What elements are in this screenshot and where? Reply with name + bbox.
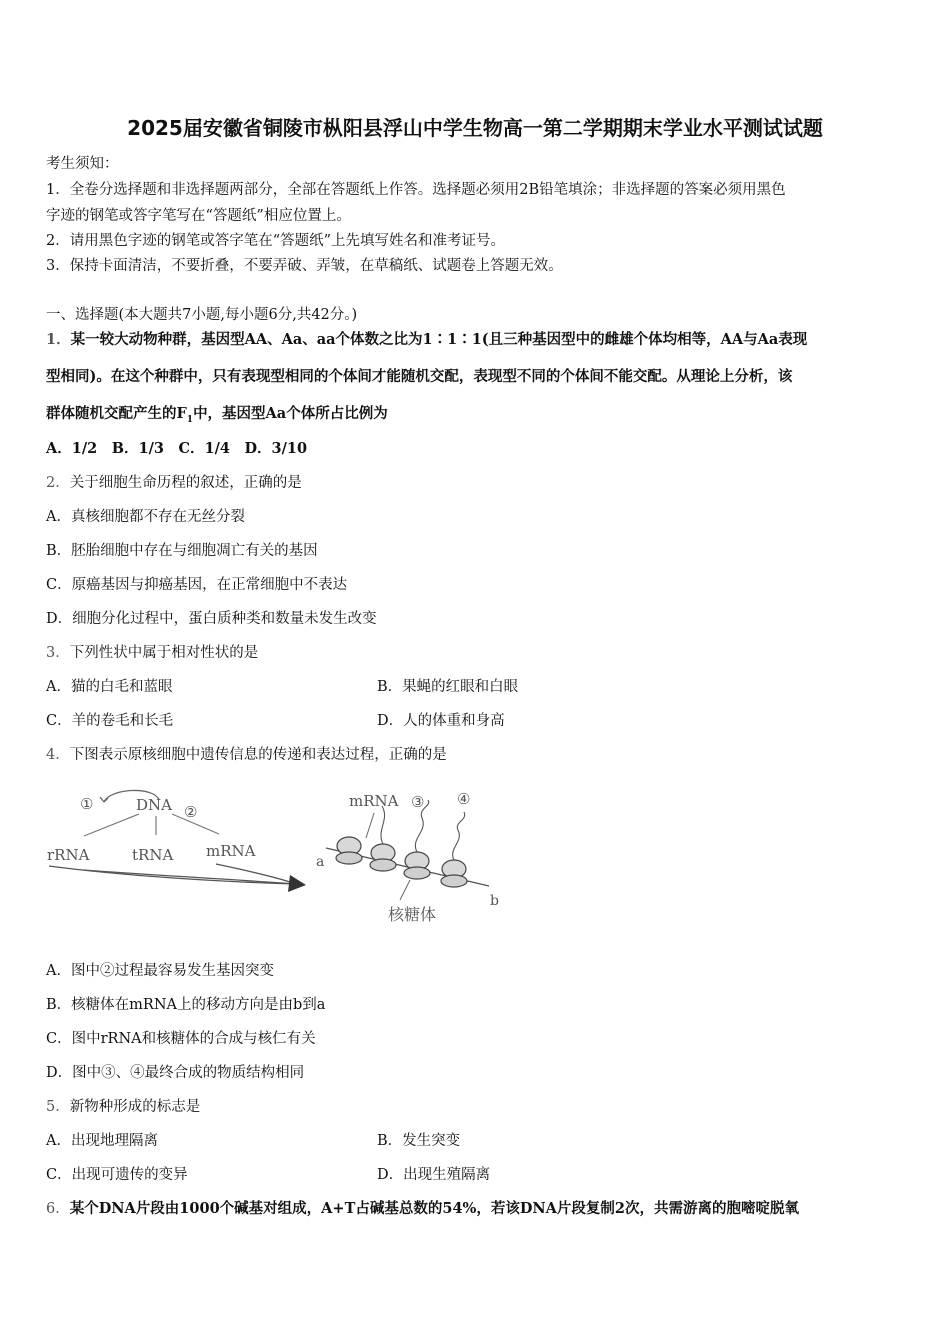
label-ribosome: 核糖体 bbox=[388, 905, 437, 924]
question-3-option-a: A．猫的白毛和蓝眼 bbox=[46, 679, 173, 695]
mrna-pointer bbox=[366, 813, 374, 838]
question-5-option-c: C．出现可遗传的变异 bbox=[46, 1167, 188, 1183]
question-6-stem: 某个DNA片段由1000个碱基对组成，A+T占碱基总数的54%，若该DNA片段复制2次，共需游离的胞嘧啶脱氧 bbox=[69, 1200, 799, 1217]
exam-title: 2025届安徽省铜陵市枞阳县浮山中学生物高一第二学期期末学业水平测试试题 bbox=[127, 116, 823, 140]
question-3-stem: 下列性状中属于相对性状的是 bbox=[69, 645, 259, 661]
question-1-text-1: 某一较大动物种群，基因型AA、Aa、aa个体数之比为1∶1∶1(且三种基因型中的雌雄个体均相等，AA与Aa表现 bbox=[70, 331, 808, 348]
converging-line-2 bbox=[84, 870, 296, 884]
notice-item-3: 3．保持卡面清洁，不要折叠，不要弄破、弄皱，在草稿纸、试题卷上答题无效。 bbox=[46, 258, 563, 274]
question-4-option-b: B．核糖体在mRNA上的移动方向是由b到a bbox=[46, 997, 326, 1013]
label-circle-2: ② bbox=[184, 803, 198, 821]
label-circle-4: ④ bbox=[457, 790, 471, 808]
question-1-number: 1． bbox=[46, 331, 71, 348]
question-3-option-d: D．人的体重和身高 bbox=[377, 713, 505, 729]
notice-item-2: 2．请用黑色字迹的钢笔或答字笔在“答题纸”上先填写姓名和准考证号。 bbox=[46, 233, 506, 249]
question-2-option-b: B．胚胎细胞中存在与细胞凋亡有关的基因 bbox=[46, 543, 318, 559]
question-5-option-a: A．出现地理隔离 bbox=[46, 1133, 158, 1149]
big-arrowhead bbox=[288, 875, 306, 892]
label-mrna-right: mRNA bbox=[349, 792, 399, 810]
question-3-option-b: B．果蝇的红眼和白眼 bbox=[377, 679, 519, 695]
question-4-number: 4． bbox=[46, 747, 70, 763]
question-4-option-d: D．图中③、④最终合成的物质结构相同 bbox=[46, 1065, 305, 1081]
question-4-stem: 下图表示原核细胞中遗传信息的传递和表达过程，正确的是 bbox=[69, 747, 447, 763]
label-trna: tRNA bbox=[132, 846, 174, 864]
question-2-stem-line bbox=[46, 471, 302, 492]
ribosome-3 bbox=[404, 800, 430, 879]
question-2-option-d: D．细胞分化过程中，蛋白质种类和数量未发生改变 bbox=[46, 611, 377, 627]
question-6-number: 6． bbox=[46, 1201, 70, 1217]
ribosome-1 bbox=[336, 837, 362, 864]
ribosome-pointer bbox=[400, 880, 410, 900]
section-heading: 一、选择题(本大题共7小题,每小题6分,共42分。) bbox=[46, 307, 358, 323]
label-b: b bbox=[490, 893, 499, 909]
notice-heading: 考生须知： bbox=[46, 156, 119, 172]
question-5-number: 5． bbox=[46, 1099, 70, 1115]
question-4-option-a: A．图中②过程最容易发生基因突变 bbox=[46, 963, 274, 979]
notice-item-1: 1．全卷分选择题和非选择题两部分，全部在答题纸上作答。选择题必须用2B铅笔填涂；非选择题的答案必须用黑色 bbox=[46, 182, 786, 198]
question-1-options: A．1/2 B．1/3 C．1/4 D．3/10 bbox=[46, 440, 308, 457]
question-2-stem: 关于细胞生命历程的叙述，正确的是 bbox=[69, 475, 302, 491]
question-1-subscript: 1 bbox=[186, 414, 194, 425]
question-1-line-3 bbox=[46, 402, 388, 425]
question-1-line-2: 型相同)。在这个种群中，只有表现型相同的个体间才能随机交配，表现型不同的个体间不能交配。从理论上分析，该 bbox=[46, 368, 793, 385]
label-dna: DNA bbox=[136, 796, 172, 814]
question-3-stem-line bbox=[46, 641, 258, 662]
question-5-stem-line bbox=[46, 1095, 200, 1116]
arrow-to-rrna bbox=[84, 814, 139, 836]
question-1-text-3a: 群体随机交配产生的F bbox=[46, 405, 187, 422]
label-rrna: rRNA bbox=[47, 846, 90, 864]
label-a: a bbox=[316, 854, 325, 870]
gene-expression-diagram bbox=[44, 780, 514, 930]
label-circle-3: ③ bbox=[411, 793, 425, 811]
question-1-text-3b: 中，基因型Aa个体所占比例为 bbox=[193, 405, 388, 422]
question-5-option-b: B．发生突变 bbox=[377, 1133, 461, 1149]
question-1-line-1 bbox=[46, 328, 807, 349]
question-6-stem-line bbox=[46, 1197, 799, 1218]
notice-item-1-cont: 字迹的钢笔或答字笔写在“答题纸”相应位置上。 bbox=[46, 208, 351, 224]
question-5-stem: 新物种形成的标志是 bbox=[69, 1099, 201, 1115]
question-3-number: 3． bbox=[46, 645, 70, 661]
ribosome-2 bbox=[370, 806, 396, 871]
question-2-number: 2． bbox=[46, 475, 70, 491]
label-mrna-left: mRNA bbox=[206, 842, 256, 860]
question-3-option-c: C．羊的卷毛和长毛 bbox=[46, 713, 174, 729]
label-circle-1: ① bbox=[80, 795, 94, 813]
question-5-option-d: D．出现生殖隔离 bbox=[377, 1167, 491, 1183]
question-2-option-c: C．原癌基因与抑癌基因，在正常细胞中不表达 bbox=[46, 577, 348, 593]
question-2-option-a: A．真核细胞都不存在无丝分裂 bbox=[46, 509, 245, 525]
question-4-option-c: C．图中rRNA和核糖体的合成与核仁有关 bbox=[46, 1031, 316, 1047]
question-4-stem-line bbox=[46, 743, 447, 764]
